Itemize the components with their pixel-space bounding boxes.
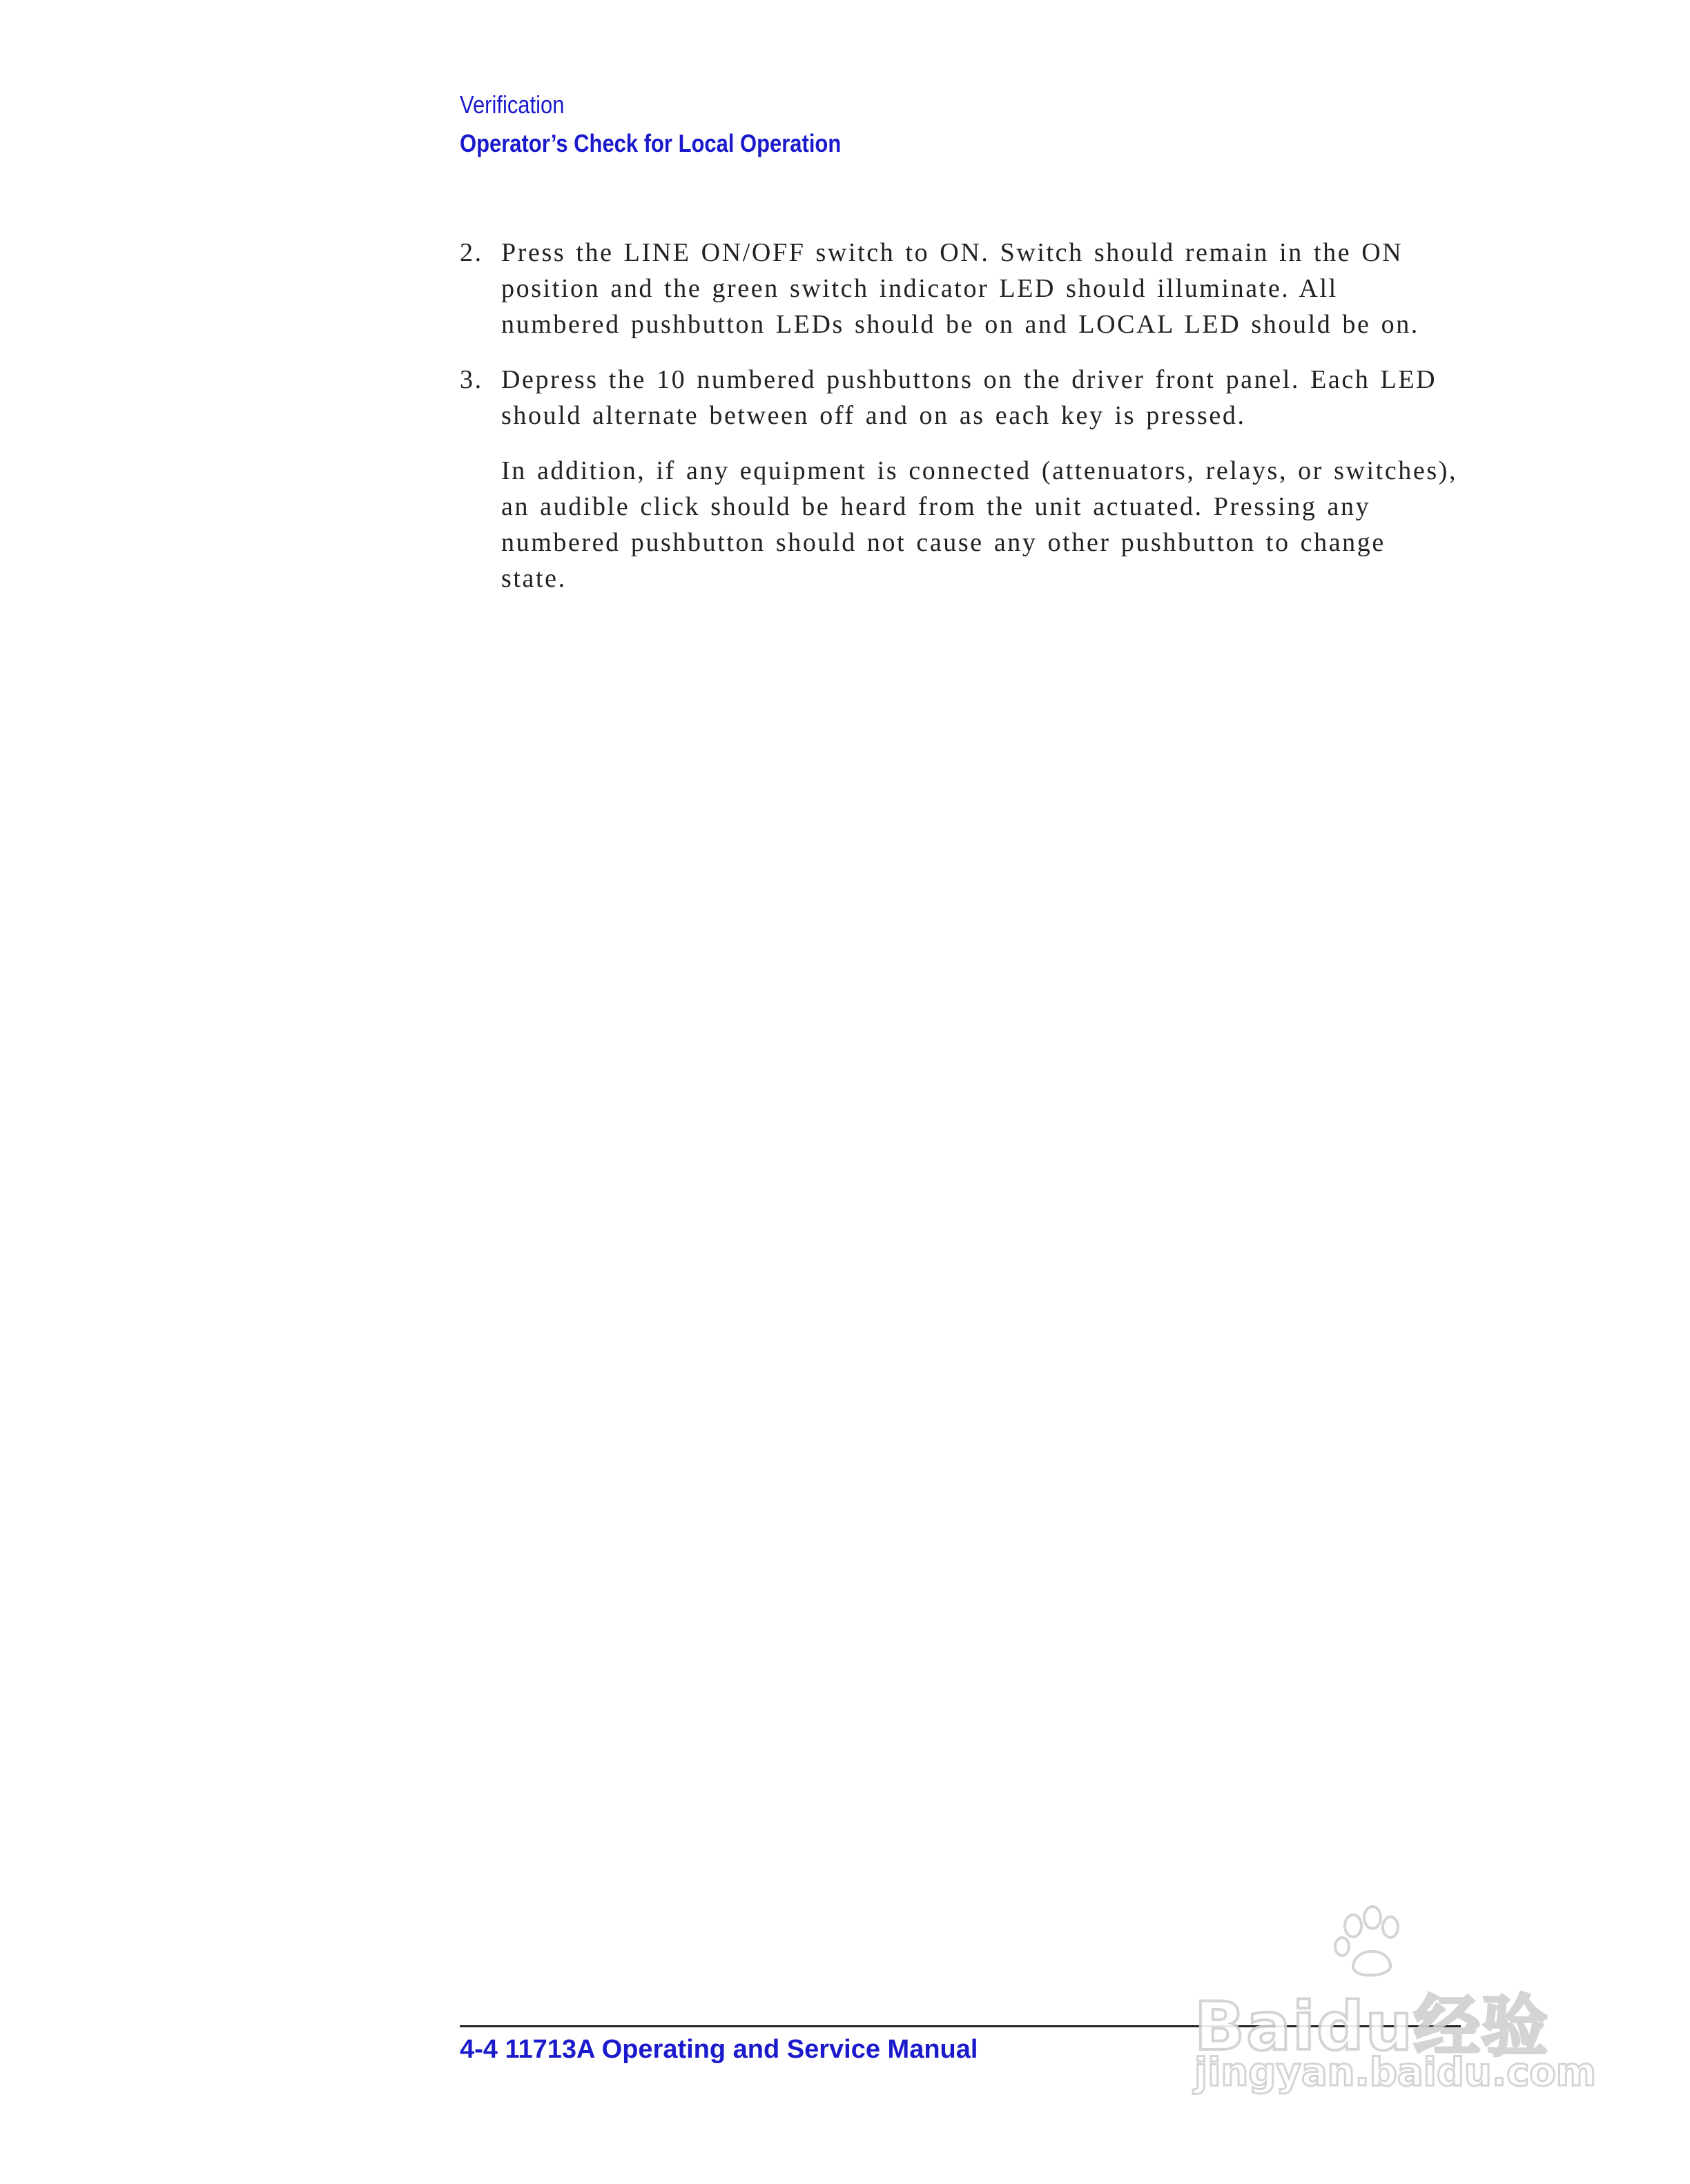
page-footer: 4-4 11713A Operating and Service Manual <box>460 2035 978 2064</box>
step-number: 3. <box>460 365 483 394</box>
step-3 <box>460 362 1461 433</box>
step-2 <box>460 235 1461 342</box>
watermark-brand: Baidu经验 <box>1194 1988 1549 2065</box>
step-text: Press the LINE ON/OFF switch to ON. Switch should remain in the ON position and the green switch indicator LED should illuminate. All numbered pushbutton LEDs should be on and LOCAL LED should be on. <box>501 238 1419 339</box>
paw-icon <box>1332 1905 1408 1981</box>
procedure-body <box>460 235 1461 596</box>
step-text: Depress the 10 numbered pushbuttons on the driver front panel. Each LED should alternate between off and on as each key is pressed. <box>501 365 1437 430</box>
baidu-watermark <box>1187 1905 1597 2112</box>
section-title: Verification <box>460 90 565 119</box>
step-number: 2. <box>460 238 483 267</box>
subsection-title: Operator’s Check for Local Operation <box>460 129 842 157</box>
watermark-url: jingyan.baidu.com <box>1194 2050 1597 2095</box>
step-3-continuation: In addition, if any equipment is connected (attenuators, relays, or switches), an audible click should be heard from the unit actuated. Pressing any numbered pushbutton should not cause any other pushbutton to change state. <box>501 456 1458 593</box>
running-header <box>460 90 841 159</box>
